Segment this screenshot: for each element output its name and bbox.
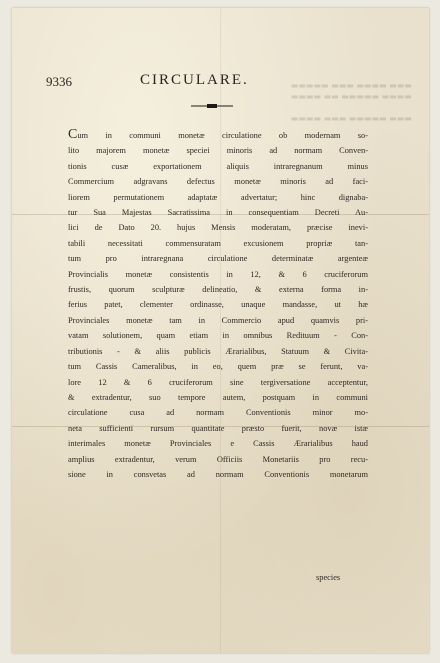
document-title: CIRCULARE. — [140, 72, 249, 88]
body-line: neta sufficienti rursum quantitate præsto fuerit, novæ istæ — [68, 423, 368, 433]
body-line: lito majorem monetæ speciei minoris ad normam Conven- — [68, 146, 368, 156]
body-line: & extradentur, suo tempore autem, postquam in communi — [68, 392, 368, 402]
body-line: circulatione cusa ad normam Conventionis minor mo- — [68, 408, 368, 418]
body-line: liorem permutationem adaptatæ advertatur; hinc dignaba- — [68, 192, 368, 202]
title-rule-ornament — [191, 103, 233, 109]
body-line: lore 12 & 6 cruciferorum sine tergiversatione acceptentur, — [68, 377, 368, 387]
body-line: tum pro intraregnana circulatione determinatæ argenteæ — [68, 254, 368, 264]
body-line: interimales monetæ Provinciales e Cassis Ærarialibus haud — [68, 439, 368, 449]
body-line: ferius patet, clementer ordinasse, unaque mandasse, ut hæ — [68, 300, 368, 310]
body-line: tum Cassis Cameralibus, in eo, quem præ se ferunt, va- — [68, 362, 368, 372]
initial-letter: C — [68, 127, 78, 142]
body-line: frustis, quorum sculpturæ delineatio, & externa forma in- — [68, 285, 368, 295]
body-line: Provinciales monetæ tam in Commercio apud quamvis pri- — [68, 315, 368, 325]
catchword: species — [316, 573, 341, 582]
circular-body-text — [68, 128, 368, 482]
body-line: tur Sua Majestas Sacratissima in consequentiam Decreti Au- — [68, 208, 368, 218]
body-line: tionis cusæ exportationem aliquis intraregnanum minus — [68, 161, 368, 171]
body-line: lici de Dato 20. hujus Mensis moderatam, præcise inevi- — [68, 223, 368, 233]
body-line: tabili necessitati commensuratam excusionem propriæ tan- — [68, 238, 368, 248]
document-number: 9336 — [46, 74, 72, 89]
body-line: tributionis - & aliis publicis Ærarialibus, Statuum & Civita- — [68, 346, 368, 356]
body-line: sione in consvetas ad normam Conventionis monetarum — [68, 469, 368, 479]
body-line: Commercium adgravans defectus monetæ minoris ad faci- — [68, 177, 368, 187]
body-line: vatam solutionem, quam etiam in omnibus Redituum - Con- — [68, 331, 368, 341]
bleed-through-text: ▬▬▬ ▬▬▬▬ ▬▬▬ ▬▬▬▬▬ ▬▬▬▬ ▬▬▬▬▬ ▬▬ ▬▬▬▬ ▬▬▬ ▬▬▬▬▬ ▬▬▬ ▬▬▬▬ — [290, 81, 412, 123]
body-line: amplius extradentur, verum Officiis Monetariis pro recu- — [68, 454, 368, 464]
body-line: Cum in communi monetæ circulatione ob modernam so- — [68, 127, 368, 142]
body-line: Provincialis monetæ consistentis in 12, & 6 cruciferorum — [68, 269, 368, 279]
